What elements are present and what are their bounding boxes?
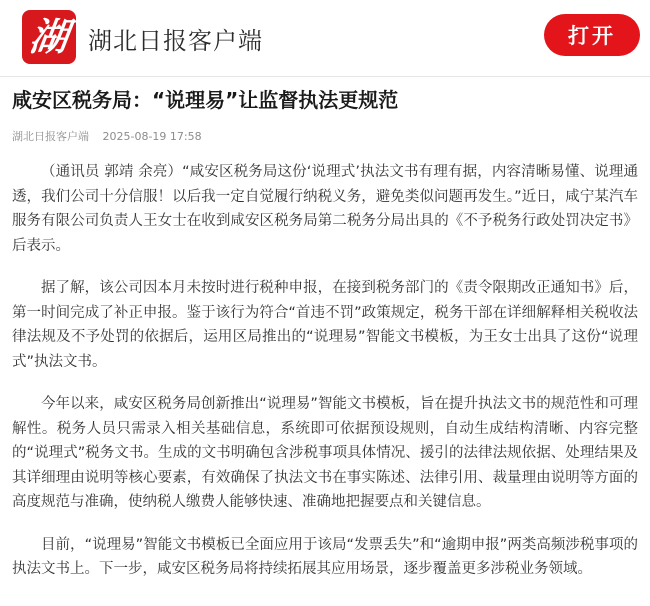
hubei-daily-logo[interactable] bbox=[22, 10, 76, 64]
article-source: 湖北日报客户端 bbox=[12, 130, 89, 143]
article bbox=[12, 84, 638, 600]
article-body bbox=[12, 160, 638, 582]
logo-char: 湖 bbox=[26, 14, 72, 59]
article-meta bbox=[12, 128, 638, 144]
article-paragraph: 据了解，该公司因本月未按时进行税种申报，在接到税务部门的《责令限期改正通知书》后，第一时间完成了补正申报。鉴于该行为符合“首违不罚”政策规定，税务干部在详细解释相关税收法律法规及不予处罚的依据后，运用区局推出的“说理易”智能文书模板，为王女士出具了这份“说理式”执法文书。 bbox=[12, 280, 638, 370]
article-title: 咸安区税务局：“说理易”让监督执法更规范 bbox=[12, 88, 399, 112]
app-header bbox=[0, 0, 650, 77]
app-name: 湖北日报客户端 bbox=[88, 27, 263, 55]
article-datetime: 2025-08-19 17:58 bbox=[102, 130, 202, 143]
article-paragraph: 今年以来，咸安区税务局创新推出“说理易”智能文书模板，旨在提升执法文书的规范性和可理解性。税务人员只需录入相关基础信息，系统即可依据预设规则，自动生成结构清晰、内容完整的“说理式”税务文书。生成的文书明确包含涉税事项具体情况、援引的法律法规依据、处理结果及其详细理由说明等核心要素，有效确保了执法文书在事实陈述、法律引用、裁量理由说明等方面的高度规范与准确，使纳税人缴费人能够快速、准确地把握要点和关键信息。 bbox=[12, 396, 638, 510]
open-app-button[interactable]: 打开 bbox=[544, 14, 640, 56]
article-paragraph: （通讯员 郭靖 余亮）“咸安区税务局这份‘说理式’执法文书有理有据，内容清晰易懂、说理通透，我们公司十分信服！以后我一定自觉履行纳税义务，避免类似问题再发生。”近日，咸宁某汽车服务有限公司负责人王女士在收到咸安区税务局第二税务分局出具的《不予税务行政处罚决定书》后表示。 bbox=[12, 164, 638, 254]
article-paragraph: 目前，“说理易”智能文书模板已全面应用于该局“发票丢失”和“逾期申报”两类高频涉税事项的执法文书上。下一步，咸安区税务局将持续拓展其应用场景，逐步覆盖更多涉税业务领域。 bbox=[12, 536, 638, 577]
